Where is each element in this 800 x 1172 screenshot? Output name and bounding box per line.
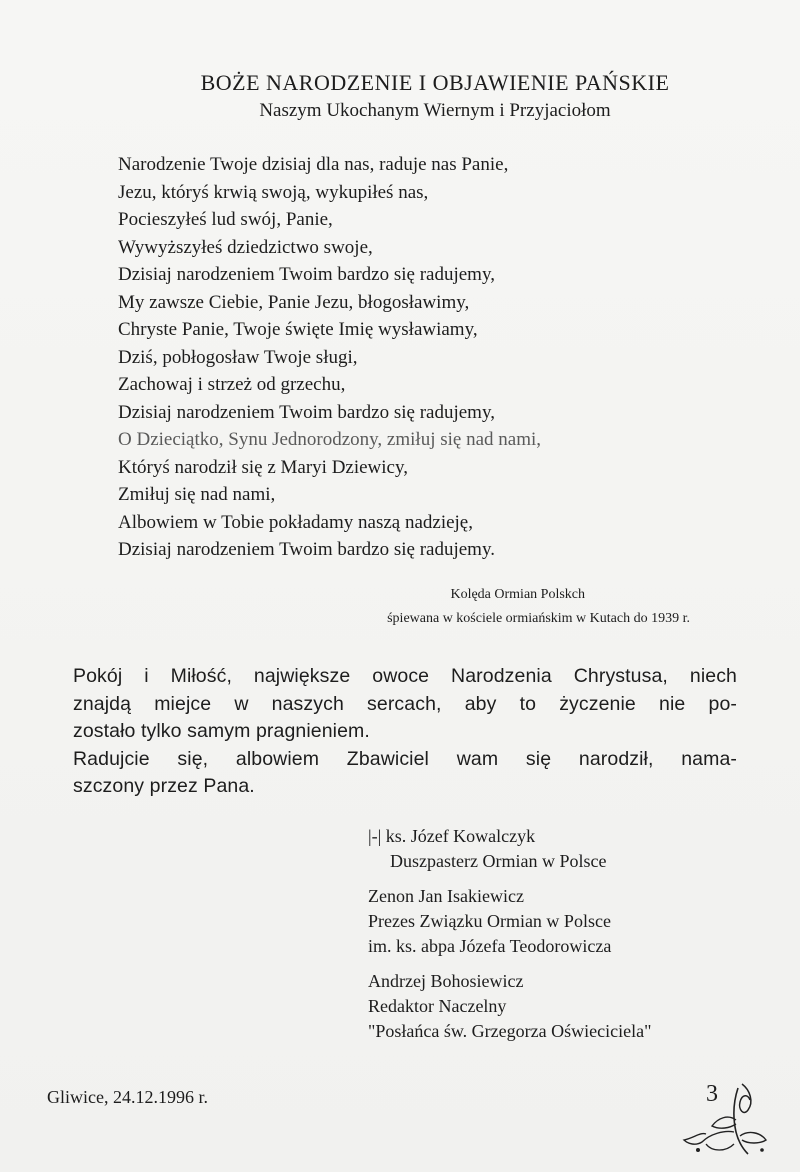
poem-line: Pocieszyłeś lud swój, Panie, [118, 209, 333, 230]
attribution-carol-name: Kolęda Ormian Polskch [450, 587, 585, 602]
wishes-line: Radujcie się, albowiem Zbawiciel wam się narodził, nama- [73, 747, 737, 770]
place-date: Gliwice, 24.12.1996 r. [47, 1087, 208, 1107]
page-number: 3 [706, 1081, 718, 1107]
poem-line: O Dzieciątko, Synu Jednorodzony, zmiłuj się nad nami, [118, 429, 542, 450]
floral-ornament-icon [676, 1080, 776, 1160]
signature-name: Zenon Jan Isakiewicz [368, 886, 524, 906]
carol-poem [118, 151, 678, 564]
signature-role: im. ks. abpa Józefa Teodorowicza [368, 936, 612, 956]
signature-role: Redaktor Naczelny [368, 996, 507, 1016]
poem-line: My zawsze Ciebie, Panie Jezu, błogosławimy, [118, 291, 470, 313]
signature-name: |-| ks. Józef Kowalczyk [368, 826, 536, 846]
document-subtitle: Naszym Ukochanym Wiernym i Przyjaciołom [259, 100, 611, 121]
wishes-line: znajdą miejce w naszych sercach, aby to życzenie nie po- [73, 692, 737, 715]
attribution-carol-origin: śpiewana w kościele ormiańskim w Kutach do 1939 r. [387, 611, 690, 626]
poem-line: Jezu, któryś krwią swoją, wykupiłeś nas, [118, 181, 429, 203]
poem-line: Albowiem w Tobie pokładamy naszą nadzieję, [118, 511, 473, 533]
document-title: BOŻE NARODZENIE I OBJAWIENIE PAŃSKIE [200, 70, 670, 95]
signature-block [368, 884, 748, 959]
poem-line: Dzisiaj narodzeniem Twoim bardzo się radujemy, [118, 264, 495, 285]
signature-role: "Posłańca św. Grzegorza Oświeciciela" [368, 1021, 652, 1041]
wishes-line: Pokój i Miłość, największe owoce Narodzenia Chrystusa, niech [73, 665, 737, 687]
poem-line: Chryste Panie, Twoje święte Imię wysławiamy, [118, 319, 478, 340]
poem-line: Któryś narodził się z Maryi Dziewicy, [118, 456, 409, 478]
poem-line: Wywyższyłeś dziedzictwo swoje, [118, 236, 373, 258]
wishes-line: szczony przez Pana. [73, 775, 255, 797]
signature-role: Prezes Związku Ormian w Polsce [368, 911, 611, 931]
poem-line: Zmiłuj się nad nami, [118, 484, 276, 505]
poem-attribution [300, 583, 690, 631]
poem-line: Dzisiaj narodzeniem Twoim bardzo się radujemy, [118, 401, 495, 423]
signatures [368, 824, 748, 1054]
poem-line: Dziś, pobłogosław Twoje sługi, [118, 346, 358, 368]
signature-block [368, 969, 748, 1044]
wishes-paragraph-2 [73, 746, 737, 801]
signature-name: Andrzej Bohosiewicz [368, 971, 524, 991]
poem-line: Narodzenie Twoje dzisiaj dla nas, raduje nas Panie, [118, 154, 509, 175]
signature-block [368, 824, 748, 874]
signature-role: Duszpasterz Ormian w Polsce [390, 851, 607, 871]
poem-line: Dzisiaj narodzeniem Twoim bardzo się radujemy. [118, 539, 495, 560]
wishes-line: zostało tylko samym pragnieniem. [73, 720, 370, 742]
poem-line: Zachowaj i strzeż od grzechu, [118, 374, 346, 395]
christmas-wishes [73, 663, 737, 801]
wishes-paragraph-1 [73, 663, 737, 746]
